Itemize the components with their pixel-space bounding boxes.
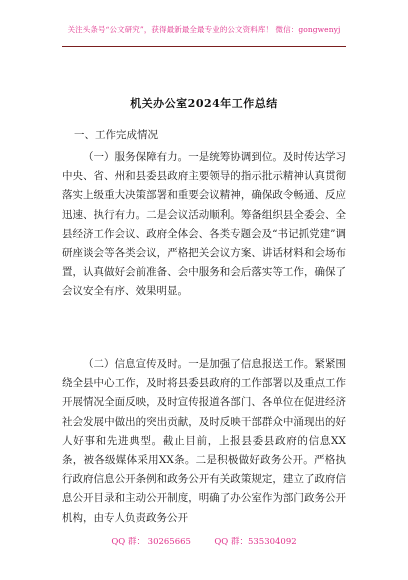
paragraph-text: （一）服务保障有力。一是统筹协调到位。及时传达学习中央、省、州和县委县政府主要领导的指示批示精神认真贯彻落实上级重大决策部署和重要会议精神，确保政令畅通、反应迅速、执行有力。二是会议活动顺利。筹备组织县全委会、全县经济工作会议、政府全体会、各类专题会及“书记抓党建”调研座谈会等各类会议，严格把关会议方案、讲话材料和会场布置，认真做好会前准备、会中服务和会后落实等工作，确保了会议安全有序、效果明显。 <box>62 151 346 298</box>
footer-contact <box>0 535 408 547</box>
header-banner: 关注头条号“公文研究”，获得最新最全最专业的公文资料库！ 微信：gongwenyj <box>67 25 341 34</box>
body-paragraph-service <box>62 148 346 302</box>
section-heading: 一、工作完成情况 <box>74 129 158 141</box>
header-divider <box>62 46 346 47</box>
paragraph-text: （二）信息宣传及时。一是加强了信息报送工作。紧紧围绕全县中心工作，及时将县委县政府的工作部署以及重点工作开展情况全面反映，及时宣传报道各部门、各单位在促进经济社会发展中做出的突出贡献，及时反映干部群众中涌现出的好人好事和先进典型。截止目前，上报县委县政府的信息XX条，被各级媒体采用XX条。二是积极做好政务公开。严格执行政府信息公开条例和政务公开有关政策规定，建立了政府信息公开目录和主动公开制度，明确了办公室作为部门政务公开机构，由专人负责政务公开 <box>62 358 346 524</box>
footer-qq-group-2: QQ 群：535304092 <box>214 537 297 547</box>
footer-qq-group-1: QQ 群： 30265665 <box>111 537 191 547</box>
body-paragraph-publicity <box>62 355 346 528</box>
document-title: 机关办公室2024年工作总结 <box>130 97 278 110</box>
